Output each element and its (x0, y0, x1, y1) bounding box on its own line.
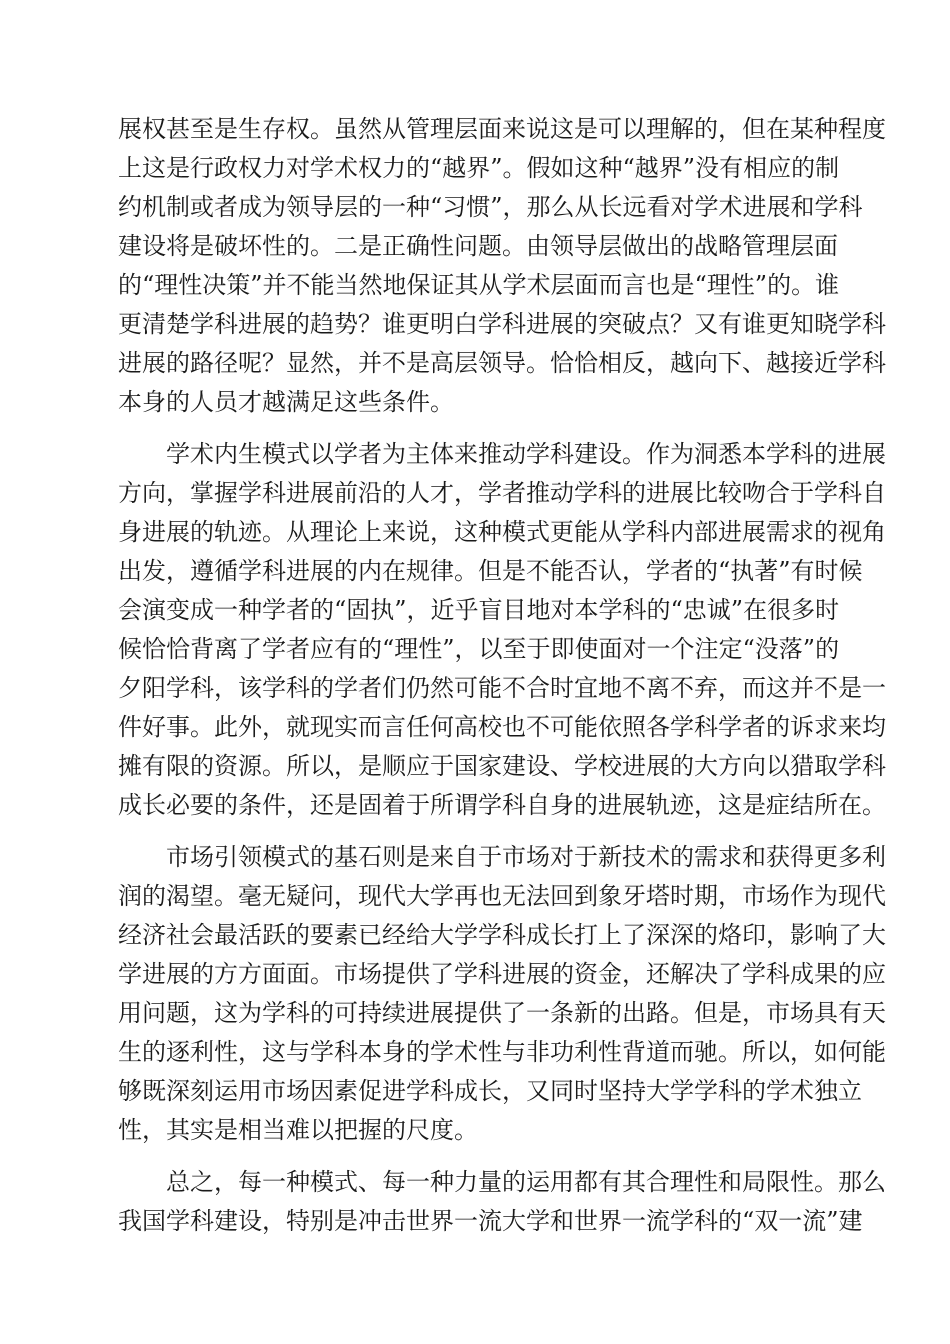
text-line: 用问题，这为学科的可持续进展提供了一条新的出路。但是，市场具有天 (118, 999, 886, 1027)
text-line: 学进展的方方面面。市场提供了学科进展的资金，还解决了学科成果的应 (118, 960, 886, 988)
text-line: 会演变成一种学者的“固执”，近乎盲目地对本学科的“忠诚”在很多时 (118, 596, 840, 624)
text-line: 够既深刻运用市场因素促进学科成长，又同时坚持大学学科的学术独立 (118, 1077, 862, 1105)
text-line: 展权甚至是生存权。虽然从管理层面来说这是可以理解的，但在某种程度 (118, 115, 886, 143)
text-line: 润的渴望。毫无疑问，现代大学再也无法回到象牙塔时期，市场作为现代 (118, 882, 886, 910)
text-line: 方向，掌握学科进展前沿的人才，学者推动学科的进展比较吻合于学科自 (118, 479, 886, 507)
text-line: 经济社会最活跃的要素已经给大学学科成长打上了深深的烙印，影响了大 (118, 921, 886, 949)
text-line: 更清楚学科进展的趋势？谁更明白学科进展的突破点？又有谁更知晓学科 (118, 310, 886, 338)
text-line: 学术内生模式以学者为主体来推动学科建设。作为洞悉本学科的进展 (166, 440, 886, 468)
text-line: 生的逐利性，这与学科本身的学术性与非功利性背道而驰。所以，如何能 (118, 1038, 886, 1066)
text-line: 进展的路径呢？显然，并不是高层领导。恰恰相反，越向下、越接近学科 (118, 349, 886, 377)
text-line: 摊有限的资源。所以，是顺应于国家建设、学校进展的大方向以猎取学科 (118, 752, 886, 780)
text-line: 总之，每一种模式、每一种力量的运用都有其合理性和局限性。那么 (166, 1168, 886, 1196)
text-line: 性，其实是相当难以把握的尺度。 (118, 1116, 478, 1144)
text-line: 上这是行政权力对学术权力的“越界”。假如这种“越界”没有相应的制 (118, 154, 840, 182)
text-line: 候恰恰背离了学者应有的“理性”，以至于即使面对一个注定“没落”的 (118, 635, 840, 663)
text-line: 夕阳学科，该学科的学者们仍然可能不合时宜地不离不弃，而这并不是一 (118, 674, 886, 702)
text-line: 本身的人员才越满足这些条件。 (118, 388, 454, 416)
text-line: 身进展的轨迹。从理论上来说，这种模式更能从学科内部进展需求的视角 (118, 518, 886, 546)
text-line: 市场引领模式的基石则是来自于市场对于新技术的需求和获得更多利 (166, 843, 886, 871)
text-line: 的“理性决策”并不能当然地保证其从学术层面而言也是“理性”的。谁 (118, 271, 840, 299)
text-line: 我国学科建设，特别是冲击世界一流大学和世界一流学科的“双一流”建 (118, 1207, 863, 1235)
text-line: 约机制或者成为领导层的一种“习惯”，那么从长远看对学术进展和学科 (118, 193, 863, 221)
text-line: 件好事。此外，就现实而言任何高校也不可能依照各学科学者的诉求来均 (118, 713, 886, 741)
text-line: 出发，遵循学科进展的内在规律。但是不能否认，学者的“执著”有时候 (118, 557, 863, 585)
text-line: 建设将是破坏性的。二是正确性问题。由领导层做出的战略管理层面 (118, 232, 838, 260)
text-line: 成长必要的条件，还是固着于所谓学科自身的进展轨迹，这是症结所在。 (118, 791, 886, 819)
